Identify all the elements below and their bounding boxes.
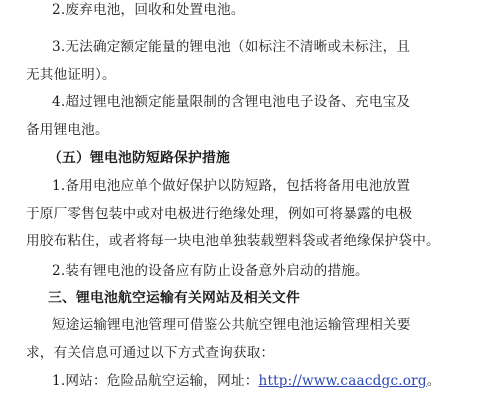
paragraph-item-4 <box>52 92 486 112</box>
paragraph-text: 短途运输锂电池管理可借鉴公共航空锂电池运输管理相关要 <box>52 317 411 333</box>
paragraph-text: 1.备用电池应单个做好保护以防短路，包括将备用电池放置 <box>52 178 411 194</box>
paragraph-intro <box>52 315 486 335</box>
paragraph-text: 用胶布粘住，或者将每一块电池单独装载塑料袋或者绝缘保护袋中。 <box>26 233 440 249</box>
website-link[interactable]: http://www.caacdgc.org <box>258 373 427 389</box>
paragraph-text: 2.装有锂电池的设备应有防止设备意外启动的措施。 <box>52 263 369 279</box>
paragraph-text: 于原厂零售包装中或对电极进行绝缘处理，例如可将暴露的电极 <box>26 206 413 222</box>
paragraph-text: 3.无法确定额定能量的锂电池（如标注不清晰或未标注，且 <box>52 39 411 55</box>
section-heading-text: （五）锂电池防短路保护措施 <box>48 150 230 166</box>
paragraph-item-3-continuation <box>26 65 460 85</box>
paragraph-item-4-continuation <box>26 120 460 140</box>
website-suffix: 。 <box>426 373 441 389</box>
website-item-1 <box>52 371 486 391</box>
paragraph-intro-continuation <box>26 343 460 363</box>
paragraph-text: 求，有关信息可通过以下方式查询获取： <box>26 345 275 361</box>
section-heading-text: 三、锂电池航空运输有关网站及相关文件 <box>48 290 300 306</box>
paragraph-item-1-continuation-2 <box>26 231 460 251</box>
paragraph-text: 无其他证明）。 <box>26 67 116 83</box>
section-heading-short-circuit <box>48 148 482 168</box>
paragraph-item-1 <box>52 176 486 196</box>
paragraph-item-1-continuation <box>26 204 460 224</box>
paragraph-item-3 <box>52 37 486 57</box>
paragraph-item-2b <box>52 261 486 281</box>
website-prefix: 1.网站：危险品航空运输，网址： <box>52 373 259 389</box>
paragraph-item-2 <box>52 0 486 20</box>
section-heading-websites <box>48 288 482 308</box>
paragraph-text: 2.废弃电池，回收和处置电池。 <box>52 2 245 18</box>
paragraph-text: 备用锂电池。 <box>26 122 109 138</box>
paragraph-text: 4.超过锂电池额定能量限制的含锂电池电子设备、充电宝及 <box>52 94 411 110</box>
